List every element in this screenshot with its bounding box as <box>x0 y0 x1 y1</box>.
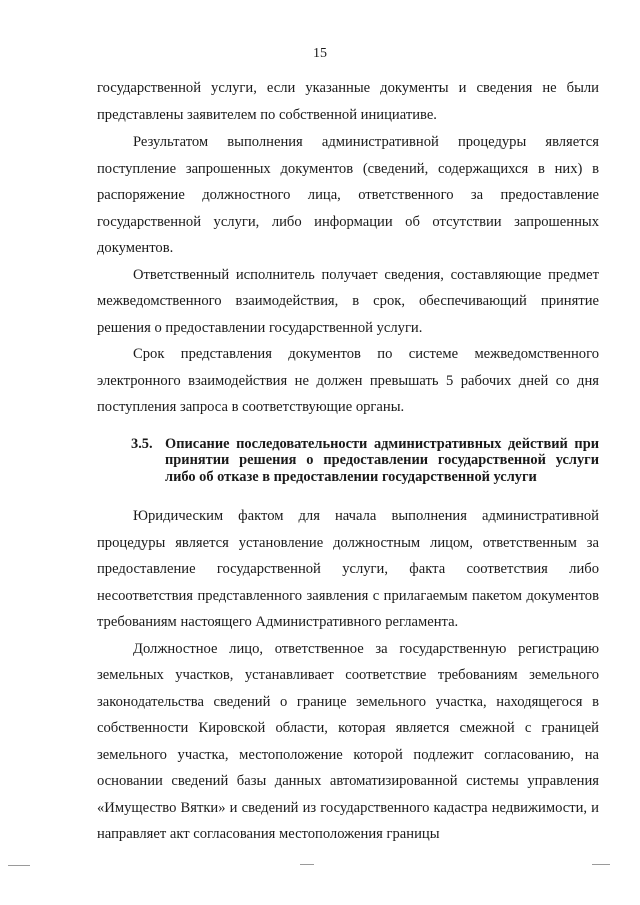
scan-artifact-left <box>8 865 30 866</box>
section-heading <box>97 436 599 486</box>
paragraph-official: Должностное лицо, ответственное за государственную регистрацию земельных участков, устанавливает соответствие требованиям земельного законодательства сведений о границе земельного участка, находящегося в собственности Кировской области, которая является смежной с границей земельного участка, местоположение которой подлежит согласованию, на основании сведений базы данных автоматизированной системы управления «Имущество Вятки» и сведений из государственного кадастра недвижимости, и направляет акт согласования местоположения границы <box>97 640 599 842</box>
paragraph-deadline: Срок представления документов по системе межведомственного электронного взаимодействия не должен превышать 5 рабочих дней со дня поступления запроса в соответствующие органы. <box>97 346 599 415</box>
section-title: Описание последовательности административных действий при принятии решения о предоставлении государственной услуги либо об отказе в предоставлении государственной услуги <box>165 435 599 485</box>
paragraph-continuation: государственной услуги, если указанные документы и сведения не были представлены заявителем по собственной инициативе. <box>97 80 599 123</box>
section-number: 3.5. <box>131 435 153 452</box>
page-body <box>97 75 599 848</box>
scan-artifact-right <box>592 864 610 865</box>
paragraph-result: Результатом выполнения административной процедуры является поступление запрошенных документов (сведений, содержащихся в них) в распоряжение должностного лица, ответственного за предоставление государственной услуги, либо информации об отсутствии запрошенных документов. <box>97 134 599 256</box>
page-number: 15 <box>313 46 327 61</box>
paragraph-legal-fact: Юридическим фактом для начала выполнения административной процедуры является установление должностным лицом, ответственным за предоставление государственной услуги, факта соответствия либо несоответствия представленного заявления с прилагаемым пакетом документов требованиям настоящего Административного регламента. <box>97 508 599 630</box>
paragraph-executor: Ответственный исполнитель получает сведения, составляющие предмет межведомственного взаимодействия, в срок, обеспечивающий принятие решения о предоставлении государственной услуги. <box>97 266 599 336</box>
scan-artifact-center <box>300 864 314 865</box>
